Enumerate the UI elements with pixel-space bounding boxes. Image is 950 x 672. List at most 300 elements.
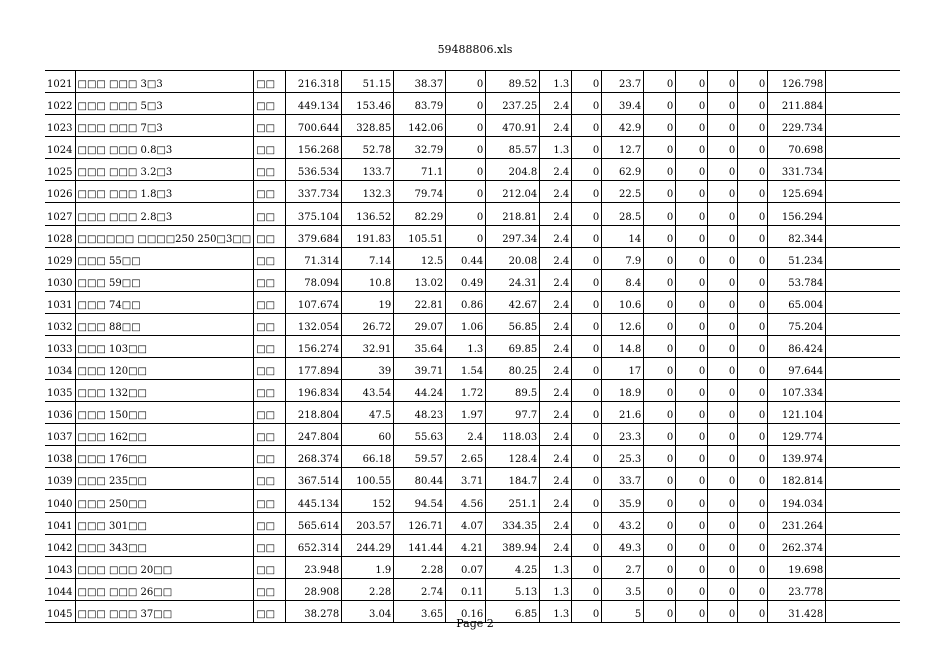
table-cell[interactable]: 42.67: [486, 291, 540, 313]
table-cell[interactable]: 136.52: [342, 203, 394, 225]
table-cell[interactable]: 0: [738, 291, 768, 313]
table-cell[interactable]: 32.79: [394, 137, 446, 159]
table-cell[interactable]: 0: [708, 600, 738, 622]
table-cell[interactable]: 1042: [45, 534, 75, 556]
table-cell[interactable]: [826, 335, 900, 357]
table-cell[interactable]: 1027: [45, 203, 75, 225]
table-cell[interactable]: [826, 137, 900, 159]
table-cell[interactable]: □□□ 120□□: [75, 358, 254, 380]
table-cell[interactable]: 3.71: [446, 468, 486, 490]
table-cell[interactable]: 10.6: [602, 291, 644, 313]
table-cell[interactable]: 1.9: [342, 556, 394, 578]
table-cell[interactable]: 0: [572, 402, 602, 424]
table-cell[interactable]: □□□ 176□□: [75, 446, 254, 468]
table-cell[interactable]: 13.02: [394, 269, 446, 291]
table-cell[interactable]: 2.4: [540, 225, 572, 247]
table-cell[interactable]: 121.104: [768, 402, 826, 424]
table-cell[interactable]: 2.4: [540, 159, 572, 181]
table-cell[interactable]: 0: [676, 380, 708, 402]
table-cell[interactable]: [826, 291, 900, 313]
table-cell[interactable]: 1035: [45, 380, 75, 402]
table-cell[interactable]: 70.698: [768, 137, 826, 159]
table-cell[interactable]: 0: [708, 578, 738, 600]
table-cell[interactable]: □□□ 162□□: [75, 424, 254, 446]
table-cell[interactable]: □□□ 88□□: [75, 313, 254, 335]
table-cell[interactable]: □□□ □□□ 37□□: [75, 600, 254, 622]
table-cell[interactable]: [826, 578, 900, 600]
table-cell[interactable]: 262.374: [768, 534, 826, 556]
table-cell[interactable]: 24.31: [486, 269, 540, 291]
table-cell[interactable]: 1023: [45, 115, 75, 137]
table-cell[interactable]: 32.91: [342, 335, 394, 357]
table-cell[interactable]: 0: [644, 380, 676, 402]
table-cell[interactable]: 118.03: [486, 424, 540, 446]
table-cell[interactable]: □□: [254, 402, 286, 424]
table-cell[interactable]: 191.83: [342, 225, 394, 247]
table-cell[interactable]: 29.07: [394, 313, 446, 335]
table-cell[interactable]: 0: [708, 269, 738, 291]
table-cell[interactable]: 0: [708, 313, 738, 335]
table-cell[interactable]: 0: [676, 93, 708, 115]
table-cell[interactable]: 0: [446, 115, 486, 137]
table-cell[interactable]: 0.86: [446, 291, 486, 313]
table-cell[interactable]: 0: [572, 468, 602, 490]
table-cell[interactable]: 218.804: [286, 402, 342, 424]
table-cell[interactable]: 79.74: [394, 181, 446, 203]
table-cell[interactable]: 0: [644, 424, 676, 446]
table-cell[interactable]: □□: [254, 446, 286, 468]
table-cell[interactable]: 3.04: [342, 600, 394, 622]
table-cell[interactable]: 0: [738, 556, 768, 578]
table-cell[interactable]: 0: [708, 424, 738, 446]
table-cell[interactable]: □□□ 250□□: [75, 490, 254, 512]
table-cell[interactable]: □□: [254, 137, 286, 159]
table-cell[interactable]: 80.25: [486, 358, 540, 380]
table-cell[interactable]: 212.04: [486, 181, 540, 203]
table-cell[interactable]: 2.4: [540, 93, 572, 115]
table-cell[interactable]: 0: [708, 402, 738, 424]
table-cell[interactable]: 0: [676, 402, 708, 424]
table-cell[interactable]: □□□ □□□ 26□□: [75, 578, 254, 600]
table-cell[interactable]: 0: [572, 269, 602, 291]
table-cell[interactable]: □□□ 343□□: [75, 534, 254, 556]
table-cell[interactable]: 231.264: [768, 512, 826, 534]
table-cell[interactable]: 12.5: [394, 247, 446, 269]
table-cell[interactable]: 0: [572, 313, 602, 335]
table-cell[interactable]: 5.13: [486, 578, 540, 600]
table-cell[interactable]: 25.3: [602, 446, 644, 468]
table-cell[interactable]: 0: [644, 71, 676, 93]
table-cell[interactable]: 42.9: [602, 115, 644, 137]
table-cell[interactable]: 0: [644, 137, 676, 159]
table-cell[interactable]: 43.54: [342, 380, 394, 402]
table-cell[interactable]: 2.74: [394, 578, 446, 600]
table-cell[interactable]: 2.28: [342, 578, 394, 600]
table-cell[interactable]: 38.37: [394, 71, 446, 93]
table-cell[interactable]: 0: [738, 269, 768, 291]
table-cell[interactable]: 126.798: [768, 71, 826, 93]
table-cell[interactable]: □□: [254, 115, 286, 137]
table-cell[interactable]: 0: [676, 556, 708, 578]
table-cell[interactable]: 59.57: [394, 446, 446, 468]
table-cell[interactable]: 3.65: [394, 600, 446, 622]
table-cell[interactable]: 2.65: [446, 446, 486, 468]
table-cell[interactable]: □□□ 235□□: [75, 468, 254, 490]
table-cell[interactable]: □□□ 301□□: [75, 512, 254, 534]
table-cell[interactable]: 0: [676, 512, 708, 534]
table-cell[interactable]: 0: [676, 225, 708, 247]
table-cell[interactable]: 0.16: [446, 600, 486, 622]
table-cell[interactable]: 0: [738, 380, 768, 402]
table-cell[interactable]: 19: [342, 291, 394, 313]
table-cell[interactable]: 0: [644, 269, 676, 291]
table-cell[interactable]: 0: [644, 203, 676, 225]
table-cell[interactable]: 0.11: [446, 578, 486, 600]
table-cell[interactable]: 0: [676, 247, 708, 269]
table-cell[interactable]: □□: [254, 247, 286, 269]
table-cell[interactable]: 0: [676, 71, 708, 93]
table-cell[interactable]: 0: [676, 137, 708, 159]
table-cell[interactable]: [826, 512, 900, 534]
table-cell[interactable]: [826, 468, 900, 490]
table-cell[interactable]: 80.44: [394, 468, 446, 490]
table-cell[interactable]: 0: [572, 358, 602, 380]
table-cell[interactable]: 44.24: [394, 380, 446, 402]
table-cell[interactable]: 0: [676, 181, 708, 203]
table-cell[interactable]: 1.3: [540, 71, 572, 93]
table-cell[interactable]: 1.06: [446, 313, 486, 335]
table-cell[interactable]: 2.4: [540, 512, 572, 534]
table-cell[interactable]: 1.3: [540, 600, 572, 622]
table-cell[interactable]: 0: [644, 93, 676, 115]
table-cell[interactable]: 53.784: [768, 269, 826, 291]
table-cell[interactable]: 1030: [45, 269, 75, 291]
table-cell[interactable]: 0: [708, 247, 738, 269]
table-cell[interactable]: 0: [676, 600, 708, 622]
table-cell[interactable]: 23.778: [768, 578, 826, 600]
table-cell[interactable]: 0.49: [446, 269, 486, 291]
table-cell[interactable]: 2.4: [540, 335, 572, 357]
table-cell[interactable]: [826, 181, 900, 203]
table-cell[interactable]: □□□ 103□□: [75, 335, 254, 357]
table-cell[interactable]: □□□ 59□□: [75, 269, 254, 291]
table-cell[interactable]: 0: [708, 512, 738, 534]
table-cell[interactable]: 0: [446, 225, 486, 247]
table-cell[interactable]: 156.294: [768, 203, 826, 225]
table-cell[interactable]: 237.25: [486, 93, 540, 115]
table-cell[interactable]: [826, 269, 900, 291]
table-cell[interactable]: 17: [602, 358, 644, 380]
table-cell[interactable]: 0: [676, 159, 708, 181]
table-cell[interactable]: 97.7: [486, 402, 540, 424]
table-cell[interactable]: 328.85: [342, 115, 394, 137]
table-cell[interactable]: 2.4: [540, 402, 572, 424]
table-cell[interactable]: 251.1: [486, 490, 540, 512]
table-cell[interactable]: □□: [254, 93, 286, 115]
table-cell[interactable]: □□□ □□□ 5□3: [75, 93, 254, 115]
table-cell[interactable]: 2.4: [540, 446, 572, 468]
table-cell[interactable]: 0.44: [446, 247, 486, 269]
table-cell[interactable]: 0: [644, 159, 676, 181]
table-cell[interactable]: □□: [254, 159, 286, 181]
table-cell[interactable]: □□: [254, 600, 286, 622]
table-cell[interactable]: 43.2: [602, 512, 644, 534]
table-cell[interactable]: 0: [676, 203, 708, 225]
table-cell[interactable]: 218.81: [486, 203, 540, 225]
table-cell[interactable]: 1.3: [540, 137, 572, 159]
table-cell[interactable]: 69.85: [486, 335, 540, 357]
table-cell[interactable]: 35.9: [602, 490, 644, 512]
table-cell[interactable]: 4.07: [446, 512, 486, 534]
table-cell[interactable]: 2.4: [540, 203, 572, 225]
table-cell[interactable]: 0: [708, 534, 738, 556]
table-cell[interactable]: [826, 556, 900, 578]
table-cell[interactable]: □□□ □□□ 3□3: [75, 71, 254, 93]
table-cell[interactable]: 0: [572, 424, 602, 446]
table-cell[interactable]: 196.834: [286, 380, 342, 402]
table-cell[interactable]: 1029: [45, 247, 75, 269]
table-cell[interactable]: 0: [738, 446, 768, 468]
table-cell[interactable]: 470.91: [486, 115, 540, 137]
table-cell[interactable]: □□□ □□□ 1.8□3: [75, 181, 254, 203]
table-cell[interactable]: 0: [644, 578, 676, 600]
table-cell[interactable]: 0: [644, 358, 676, 380]
table-cell[interactable]: 51.15: [342, 71, 394, 93]
table-cell[interactable]: 0: [644, 115, 676, 137]
table-cell[interactable]: 0: [446, 181, 486, 203]
table-cell[interactable]: 389.94: [486, 534, 540, 556]
table-cell[interactable]: 97.644: [768, 358, 826, 380]
table-cell[interactable]: 1037: [45, 424, 75, 446]
table-cell[interactable]: 0: [572, 380, 602, 402]
table-cell[interactable]: 0: [572, 71, 602, 93]
table-cell[interactable]: 0: [446, 93, 486, 115]
table-cell[interactable]: □□□ □□□ 20□□: [75, 556, 254, 578]
table-cell[interactable]: 0: [738, 424, 768, 446]
table-cell[interactable]: 31.428: [768, 600, 826, 622]
table-cell[interactable]: □□□ □□□ 3.2□3: [75, 159, 254, 181]
table-cell[interactable]: 126.71: [394, 512, 446, 534]
table-cell[interactable]: 139.974: [768, 446, 826, 468]
table-cell[interactable]: 0: [708, 490, 738, 512]
table-cell[interactable]: [826, 424, 900, 446]
table-cell[interactable]: 367.514: [286, 468, 342, 490]
table-cell[interactable]: 107.674: [286, 291, 342, 313]
table-cell[interactable]: 203.57: [342, 512, 394, 534]
table-cell[interactable]: 33.7: [602, 468, 644, 490]
table-cell[interactable]: 1.54: [446, 358, 486, 380]
table-cell[interactable]: 297.34: [486, 225, 540, 247]
table-cell[interactable]: 2.4: [540, 291, 572, 313]
table-cell[interactable]: 142.06: [394, 115, 446, 137]
table-cell[interactable]: 0: [738, 468, 768, 490]
table-cell[interactable]: 177.894: [286, 358, 342, 380]
table-cell[interactable]: 0: [708, 335, 738, 357]
table-cell[interactable]: 0: [572, 159, 602, 181]
table-cell[interactable]: 1.97: [446, 402, 486, 424]
table-cell[interactable]: 1043: [45, 556, 75, 578]
table-cell[interactable]: □□: [254, 424, 286, 446]
table-cell[interactable]: 536.534: [286, 159, 342, 181]
table-cell[interactable]: 0: [676, 424, 708, 446]
table-cell[interactable]: 0: [708, 181, 738, 203]
table-cell[interactable]: 55.63: [394, 424, 446, 446]
table-cell[interactable]: □□: [254, 556, 286, 578]
table-cell[interactable]: 194.034: [768, 490, 826, 512]
table-cell[interactable]: 0: [644, 490, 676, 512]
table-cell[interactable]: 0: [572, 115, 602, 137]
table-cell[interactable]: [826, 247, 900, 269]
table-cell[interactable]: 0: [572, 446, 602, 468]
table-cell[interactable]: 337.734: [286, 181, 342, 203]
table-cell[interactable]: 0: [708, 556, 738, 578]
table-cell[interactable]: 0: [738, 512, 768, 534]
table-cell[interactable]: 12.6: [602, 313, 644, 335]
table-cell[interactable]: 39.4: [602, 93, 644, 115]
table-cell[interactable]: 0: [738, 203, 768, 225]
table-cell[interactable]: □□: [254, 269, 286, 291]
table-cell[interactable]: 7.14: [342, 247, 394, 269]
table-cell[interactable]: 21.6: [602, 402, 644, 424]
table-cell[interactable]: 0: [676, 468, 708, 490]
table-cell[interactable]: 89.5: [486, 380, 540, 402]
table-cell[interactable]: 153.46: [342, 93, 394, 115]
table-cell[interactable]: 1.3: [540, 556, 572, 578]
table-cell[interactable]: 1032: [45, 313, 75, 335]
table-cell[interactable]: 0: [708, 93, 738, 115]
table-cell[interactable]: 0: [676, 446, 708, 468]
table-cell[interactable]: 26.72: [342, 313, 394, 335]
table-cell[interactable]: 0: [644, 291, 676, 313]
table-cell[interactable]: 1041: [45, 512, 75, 534]
table-cell[interactable]: 0: [446, 137, 486, 159]
table-cell[interactable]: 0: [644, 402, 676, 424]
table-cell[interactable]: 28.908: [286, 578, 342, 600]
table-cell[interactable]: 2.4: [540, 424, 572, 446]
table-cell[interactable]: 0: [644, 512, 676, 534]
table-cell[interactable]: 0: [708, 115, 738, 137]
table-cell[interactable]: 23.7: [602, 71, 644, 93]
table-cell[interactable]: 86.424: [768, 335, 826, 357]
table-cell[interactable]: 0: [738, 71, 768, 93]
table-cell[interactable]: 0: [644, 446, 676, 468]
table-cell[interactable]: 1.72: [446, 380, 486, 402]
table-cell[interactable]: 0: [708, 203, 738, 225]
table-cell[interactable]: 0: [572, 556, 602, 578]
table-cell[interactable]: 132.3: [342, 181, 394, 203]
table-cell[interactable]: 652.314: [286, 534, 342, 556]
table-cell[interactable]: 1044: [45, 578, 75, 600]
table-cell[interactable]: 2.4: [540, 115, 572, 137]
table-cell[interactable]: 0: [572, 181, 602, 203]
table-cell[interactable]: 6.85: [486, 600, 540, 622]
table-cell[interactable]: [826, 203, 900, 225]
table-cell[interactable]: [826, 380, 900, 402]
table-cell[interactable]: 56.85: [486, 313, 540, 335]
table-cell[interactable]: 100.55: [342, 468, 394, 490]
table-cell[interactable]: 38.278: [286, 600, 342, 622]
table-cell[interactable]: 2.4: [540, 490, 572, 512]
table-cell[interactable]: □□□ 132□□: [75, 380, 254, 402]
table-cell[interactable]: 2.4: [540, 358, 572, 380]
table-cell[interactable]: 82.344: [768, 225, 826, 247]
table-cell[interactable]: 128.4: [486, 446, 540, 468]
table-cell[interactable]: 0: [446, 159, 486, 181]
table-cell[interactable]: 0: [738, 225, 768, 247]
table-cell[interactable]: 2.4: [540, 468, 572, 490]
table-cell[interactable]: □□□ 74□□: [75, 291, 254, 313]
table-cell[interactable]: 152: [342, 490, 394, 512]
table-cell[interactable]: 2.4: [540, 269, 572, 291]
table-cell[interactable]: 0: [572, 335, 602, 357]
table-cell[interactable]: □□: [254, 468, 286, 490]
table-cell[interactable]: 216.318: [286, 71, 342, 93]
table-cell[interactable]: 1031: [45, 291, 75, 313]
table-cell[interactable]: 0: [708, 225, 738, 247]
table-cell[interactable]: 0: [676, 578, 708, 600]
table-cell[interactable]: 0: [572, 578, 602, 600]
table-cell[interactable]: 0: [738, 358, 768, 380]
table-cell[interactable]: 268.374: [286, 446, 342, 468]
table-cell[interactable]: 1036: [45, 402, 75, 424]
table-cell[interactable]: 3.5: [602, 578, 644, 600]
table-cell[interactable]: 28.5: [602, 203, 644, 225]
table-cell[interactable]: 0: [738, 578, 768, 600]
table-cell[interactable]: 0: [676, 115, 708, 137]
table-cell[interactable]: 71.1: [394, 159, 446, 181]
table-cell[interactable]: □□□ □□□ 2.8□3: [75, 203, 254, 225]
table-cell[interactable]: 1026: [45, 181, 75, 203]
table-cell[interactable]: 133.7: [342, 159, 394, 181]
table-cell[interactable]: 204.8: [486, 159, 540, 181]
table-cell[interactable]: 14: [602, 225, 644, 247]
table-cell[interactable]: 83.79: [394, 93, 446, 115]
table-cell[interactable]: 156.268: [286, 137, 342, 159]
table-cell[interactable]: 0: [738, 402, 768, 424]
table-cell[interactable]: 62.9: [602, 159, 644, 181]
table-cell[interactable]: 35.64: [394, 335, 446, 357]
table-cell[interactable]: □□: [254, 203, 286, 225]
table-cell[interactable]: 65.004: [768, 291, 826, 313]
table-cell[interactable]: 0: [572, 512, 602, 534]
table-cell[interactable]: 0: [572, 225, 602, 247]
table-cell[interactable]: 2.4: [540, 181, 572, 203]
table-cell[interactable]: [826, 115, 900, 137]
table-cell[interactable]: 1034: [45, 358, 75, 380]
table-cell[interactable]: [826, 402, 900, 424]
table-cell[interactable]: 71.314: [286, 247, 342, 269]
table-cell[interactable]: 0.07: [446, 556, 486, 578]
table-cell[interactable]: 39.71: [394, 358, 446, 380]
table-cell[interactable]: 0: [572, 600, 602, 622]
table-cell[interactable]: 565.614: [286, 512, 342, 534]
table-cell[interactable]: 89.52: [486, 71, 540, 93]
table-cell[interactable]: 229.734: [768, 115, 826, 137]
table-cell[interactable]: 5: [602, 600, 644, 622]
table-cell[interactable]: 449.134: [286, 93, 342, 115]
table-cell[interactable]: [826, 534, 900, 556]
table-cell[interactable]: 4.56: [446, 490, 486, 512]
table-cell[interactable]: 0: [738, 600, 768, 622]
table-cell[interactable]: 0: [644, 335, 676, 357]
table-cell[interactable]: 132.054: [286, 313, 342, 335]
table-cell[interactable]: 23.948: [286, 556, 342, 578]
table-cell[interactable]: 66.18: [342, 446, 394, 468]
table-cell[interactable]: 1025: [45, 159, 75, 181]
table-cell[interactable]: 0: [738, 93, 768, 115]
table-cell[interactable]: 85.57: [486, 137, 540, 159]
table-cell[interactable]: □□: [254, 534, 286, 556]
